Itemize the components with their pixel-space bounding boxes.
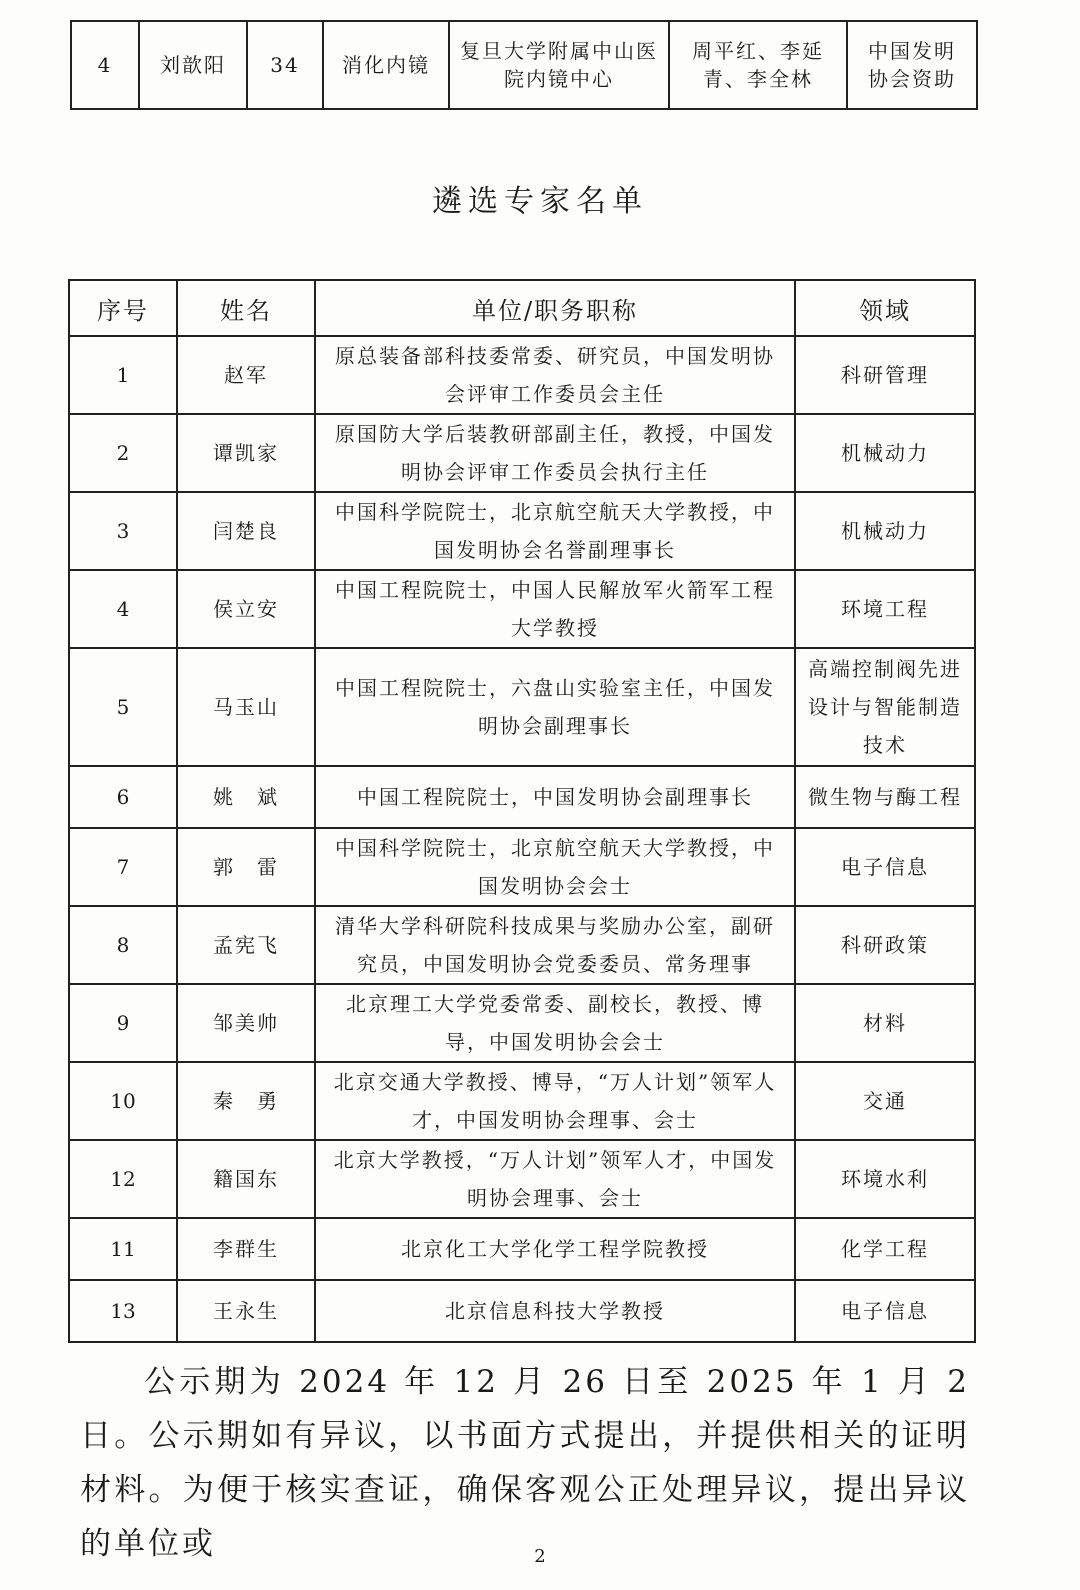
person-name: 刘歆阳: [139, 21, 247, 109]
expert-organization: 中国工程院院士，六盘山实验室主任，中国发明协会副理事长: [315, 648, 795, 766]
expert-organization: 中国工程院院士，中国人民解放军火箭军工程大学教授: [315, 570, 795, 648]
expert-number: 9: [69, 984, 177, 1062]
table-row: [69, 492, 975, 570]
page-number: 2: [534, 1546, 546, 1567]
table-row: [69, 766, 975, 828]
table-row: [69, 1062, 975, 1140]
members: 周平红、李延青、李全林: [669, 21, 847, 109]
expert-name: 赵军: [177, 336, 315, 414]
expert-field: 环境工程: [795, 570, 975, 648]
expert-table: [68, 279, 976, 1343]
expert-organization: 中国工程院院士，中国发明协会副理事长: [315, 766, 795, 828]
expert-name: 姚 斌: [177, 766, 315, 828]
expert-name: 邹美帅: [177, 984, 315, 1062]
expert-name: 王永生: [177, 1280, 315, 1342]
expert-number: 1: [69, 336, 177, 414]
expert-name: 孟宪飞: [177, 906, 315, 984]
table-row: [69, 414, 975, 492]
age: 34: [247, 21, 323, 109]
table-row: [69, 984, 975, 1062]
expert-number: 2: [69, 414, 177, 492]
expert-name: 籍国东: [177, 1140, 315, 1218]
expert-field: 环境水利: [795, 1140, 975, 1218]
funding: 中国发明协会资助: [847, 21, 977, 109]
expert-field: 高端控制阀先进设计与智能制造技术: [795, 648, 975, 766]
expert-field: 电子信息: [795, 1280, 975, 1342]
table-row: [71, 21, 977, 109]
notice-paragraph: 公示期为 2024 年 12 月 26 日至 2025 年 1 月 2 日。公示期如有异议，以书面方式提出，并提供相关的证明材料。为便于核实查证，确保客观公正处理异议，提出异议的单位或: [80, 1364, 970, 1562]
table-row: [69, 1140, 975, 1218]
expert-number: 3: [69, 492, 177, 570]
expert-number: 13: [69, 1280, 177, 1342]
header-org: 单位/职务职称: [315, 280, 795, 336]
project-table: [70, 20, 978, 110]
expert-field: 科研管理: [795, 336, 975, 414]
field: 消化内镜: [323, 21, 449, 109]
unit: 复旦大学附属中山医院内镜中心: [449, 21, 669, 109]
table-row: [69, 336, 975, 414]
table-row: [69, 648, 975, 766]
expert-field: 科研政策: [795, 906, 975, 984]
table-row: [69, 906, 975, 984]
expert-number: 5: [69, 648, 177, 766]
page-title: 遴选专家名单: [432, 184, 648, 219]
expert-field: 化学工程: [795, 1218, 975, 1280]
header-field: 领域: [795, 280, 975, 336]
expert-number: 10: [69, 1062, 177, 1140]
header-name: 姓名: [177, 280, 315, 336]
expert-organization: 中国科学院院士，北京航空航天大学教授，中国发明协会名誉副理事长: [315, 492, 795, 570]
expert-number: 6: [69, 766, 177, 828]
expert-name: 谭凯家: [177, 414, 315, 492]
expert-name: 李群生: [177, 1218, 315, 1280]
expert-name: 马玉山: [177, 648, 315, 766]
expert-number: 7: [69, 828, 177, 906]
expert-number: 12: [69, 1140, 177, 1218]
table-row: [69, 1280, 975, 1342]
header-row: [69, 280, 975, 336]
table-row: [69, 828, 975, 906]
expert-name: 秦 勇: [177, 1062, 315, 1140]
expert-name: 侯立安: [177, 570, 315, 648]
expert-name: 闫楚良: [177, 492, 315, 570]
expert-field: 材料: [795, 984, 975, 1062]
expert-number: 8: [69, 906, 177, 984]
expert-organization: 清华大学科研院科技成果与奖励办公室，副研究员，中国发明协会党委委员、常务理事: [315, 906, 795, 984]
expert-field: 微生物与酶工程: [795, 766, 975, 828]
header-no: 序号: [69, 280, 177, 336]
expert-name: 郭 雷: [177, 828, 315, 906]
row-number: 4: [71, 21, 139, 109]
expert-organization: 北京理工大学党委常委、副校长，教授、博导，中国发明协会会士: [315, 984, 795, 1062]
expert-organization: 北京交通大学教授、博导，“万人计划”领军人才，中国发明协会理事、会士: [315, 1062, 795, 1140]
expert-organization: 原总装备部科技委常委、研究员，中国发明协会评审工作委员会主任: [315, 336, 795, 414]
expert-number: 11: [69, 1218, 177, 1280]
expert-field: 交通: [795, 1062, 975, 1140]
expert-field: 电子信息: [795, 828, 975, 906]
expert-field: 机械动力: [795, 414, 975, 492]
expert-organization: 原国防大学后装教研部副主任，教授，中国发明协会评审工作委员会执行主任: [315, 414, 795, 492]
expert-number: 4: [69, 570, 177, 648]
expert-organization: 北京大学教授，“万人计划”领军人才，中国发明协会理事、会士: [315, 1140, 795, 1218]
expert-organization: 中国科学院院士，北京航空航天大学教授，中国发明协会会士: [315, 828, 795, 906]
table-row: [69, 1218, 975, 1280]
expert-organization: 北京化工大学化学工程学院教授: [315, 1218, 795, 1280]
expert-organization: 北京信息科技大学教授: [315, 1280, 795, 1342]
table-row: [69, 570, 975, 648]
expert-field: 机械动力: [795, 492, 975, 570]
